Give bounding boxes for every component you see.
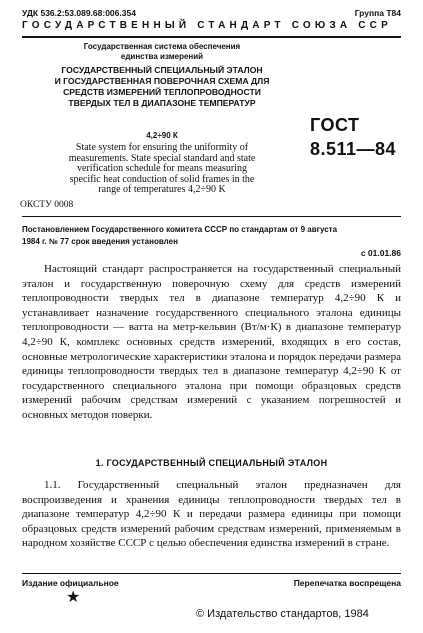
english-line: specific heat conduction of solid frames in the [69,173,255,185]
publisher-copyright: © Издательство стандартов, 1984 [196,608,369,620]
document-title [22,65,302,109]
title-line: СРЕДСТВ ИЗМЕРЕНИЙ ТЕПЛОПРОВОДНОСТИ [63,87,261,97]
section-rule [22,216,401,217]
standard-header: ГОСУДАРСТВЕННЫЙ СТАНДАРТ СОЮЗА ССР [22,20,392,31]
okstu-code: ОКСТУ 0008 [20,200,74,210]
reprint-notice: Перепечатка воспрещена [293,578,401,588]
english-line: State system for ensuring the uniformity of [75,142,249,153]
footer-rule [22,573,401,574]
group-code: Группа Т84 [354,8,401,18]
official-edition: Издание официальное [22,578,119,588]
english-line: range of temperatures 4,2÷90 K [98,184,226,195]
title-line: И ГОСУДАРСТВЕННАЯ ПОВЕРОЧНАЯ СХЕМА ДЛЯ [54,76,270,86]
effective-date: с 01.01.86 [360,248,401,258]
system-title [22,42,302,62]
english-line: verification schedule for means measuring [77,163,247,174]
english-title [22,143,302,196]
decree-text [22,224,401,248]
section-text [22,478,401,551]
system-line: Государственная система обеспечения [83,42,241,51]
star-icon: ★ [66,589,81,606]
system-line: единства измерений [120,52,204,61]
decree-line: Постановлением Государственного комитета СССР по стандартам от 9 августа [22,225,338,234]
gost-label: ГОСТ [310,115,360,135]
section-heading: 1. ГОСУДАРСТВЕННЫЙ СПЕЦИАЛЬНЫЙ ЭТАЛОН [95,458,328,468]
title-line: ГОСУДАРСТВЕННЫЙ СПЕЦИАЛЬНЫЙ ЭТАЛОН [61,65,263,75]
section-paragraph: 1.1. Государственный специальный эталон предназначен для воспроизведения и хранения единицы теплопроводности твердых тел в диапазоне температур 4,2÷90 К и передачи размера единицы при помощи образцовых средств измерений рабочим средствам измерений, применяемым в народном хозяйстве СССР с целью обеспечения единства измерений в стране. [22,479,401,550]
header-rule [22,36,401,38]
intro-text [22,262,401,423]
intro-paragraph: Настоящий стандарт распространяется на государственный специальный эталон и государственную поверочную схему для средств измерений теплопроводности твердых тел в диапазоне температур 4,2÷90 К и устанавливает назначение государственного специального эталона единицы теплопроводности — ватта на метр-кельвин (Вт/м·К) в диапазоне температур 4,2÷90 К, комплекс основных средств измерений, входящих в его состав, основные метрологические характеристики эталона и порядок передачи размера единицы теплопроводности твердых тел в диапазоне температур 4,2÷90 К от государственного специального эталона при помощи образцовых средств измерений рабочим средствам измерений с указанием погрешностей и основных методов поверки. [22,263,401,421]
udk-code: УДК 536.2:53.089.68:006.354 [22,8,136,18]
gost-designation [310,113,396,161]
gost-number: 8.511—84 [310,139,397,159]
title-line: ТВЕРДЫХ ТЕЛ В ДИАПАЗОНЕ ТЕМПЕРАТУР [68,98,256,108]
english-line: measurements. State special standard and state [68,152,256,164]
temperature-range: 4,2÷90 К [146,131,178,140]
decree-line: 1984 г. № 77 срок введения установлен [22,237,178,246]
